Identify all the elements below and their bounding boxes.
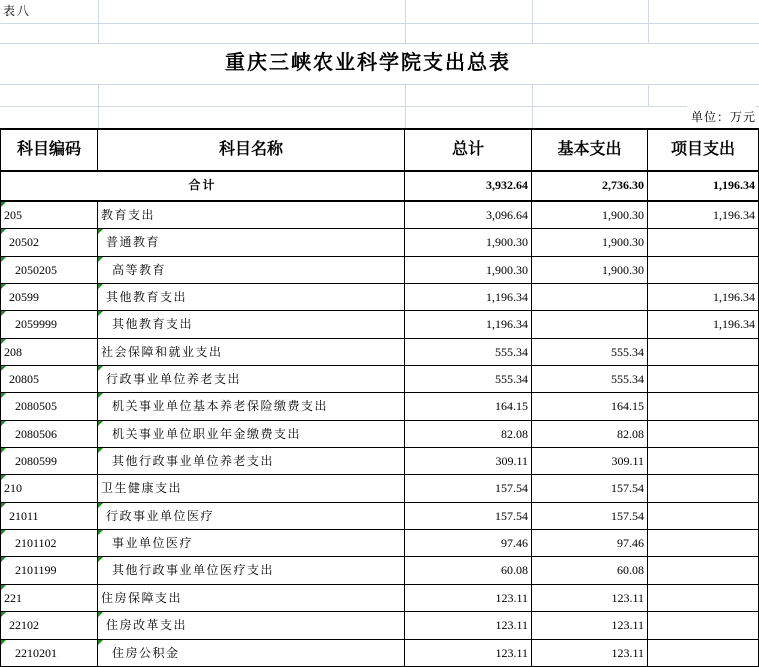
project-cell[interactable]: 1,196.34 bbox=[648, 284, 759, 311]
code-cell[interactable] bbox=[1, 530, 98, 557]
basic-cell[interactable]: 309.11 bbox=[532, 448, 648, 475]
cell-error-indicator-icon bbox=[98, 557, 103, 562]
cell-error-indicator-icon bbox=[1, 585, 6, 590]
gridline bbox=[0, 84, 759, 85]
header-project-expense[interactable]: 项目支出 bbox=[648, 130, 759, 172]
cell-error-indicator-icon bbox=[1, 640, 6, 645]
basic-cell[interactable]: 97.46 bbox=[532, 530, 648, 557]
header-grand-total[interactable]: 总计 bbox=[405, 130, 532, 172]
table-row bbox=[1, 257, 759, 284]
code-cell[interactable] bbox=[1, 475, 98, 502]
name-text: 教育支出 bbox=[101, 208, 156, 222]
cell-error-indicator-icon bbox=[98, 366, 103, 371]
table-row bbox=[1, 311, 759, 338]
total-cell[interactable]: 555.34 bbox=[405, 366, 532, 393]
code-cell[interactable] bbox=[1, 585, 98, 612]
basic-cell[interactable]: 164.15 bbox=[532, 393, 648, 420]
total-cell[interactable]: 1,900.30 bbox=[405, 257, 532, 284]
code-text: 20599 bbox=[9, 290, 39, 305]
header-basic-expense[interactable]: 基本支出 bbox=[532, 130, 648, 172]
total-cell[interactable]: 555.34 bbox=[405, 339, 532, 366]
name-cell[interactable] bbox=[98, 612, 405, 639]
grand-total-row bbox=[1, 172, 759, 202]
project-cell[interactable] bbox=[648, 585, 759, 612]
cell-error-indicator-icon bbox=[1, 475, 6, 480]
code-text: 20502 bbox=[9, 235, 39, 250]
table-row bbox=[1, 421, 759, 448]
project-cell[interactable] bbox=[648, 229, 759, 256]
basic-cell[interactable]: 1,900.30 bbox=[532, 229, 648, 256]
gridline bbox=[405, 84, 406, 128]
cell-error-indicator-icon bbox=[1, 257, 6, 262]
basic-cell[interactable]: 123.11 bbox=[532, 612, 648, 639]
total-cell[interactable]: 1,196.34 bbox=[405, 284, 532, 311]
sheet-title[interactable]: 重庆三峡农业科学院支出总表 bbox=[225, 52, 511, 74]
cell-error-indicator-icon bbox=[98, 612, 103, 617]
name-cell[interactable] bbox=[98, 202, 405, 229]
table-row bbox=[1, 640, 759, 667]
expenditure-table bbox=[0, 128, 759, 667]
code-text: 2101102 bbox=[15, 536, 57, 551]
gridline bbox=[98, 0, 99, 43]
name-cell[interactable] bbox=[98, 229, 405, 256]
table-row bbox=[1, 393, 759, 420]
basic-cell[interactable] bbox=[532, 284, 648, 311]
gridline bbox=[98, 84, 99, 128]
cell-error-indicator-icon bbox=[1, 530, 6, 535]
name-cell[interactable] bbox=[98, 503, 405, 530]
table-row bbox=[1, 503, 759, 530]
total-cell[interactable]: 3,096.64 bbox=[405, 202, 532, 229]
gridline bbox=[648, 0, 649, 43]
project-cell[interactable] bbox=[648, 339, 759, 366]
code-text: 21011 bbox=[9, 508, 39, 523]
total-cell[interactable]: 157.54 bbox=[405, 503, 532, 530]
cell-error-indicator-icon bbox=[1, 202, 6, 207]
code-cell[interactable] bbox=[1, 557, 98, 584]
code-text: 22102 bbox=[9, 618, 39, 633]
total-cell[interactable]: 97.46 bbox=[405, 530, 532, 557]
code-cell[interactable] bbox=[1, 284, 98, 311]
cell-error-indicator-icon bbox=[98, 530, 103, 535]
table-row bbox=[1, 585, 759, 612]
code-cell[interactable] bbox=[1, 311, 98, 338]
gridline bbox=[532, 0, 533, 43]
gridline bbox=[0, 23, 759, 24]
name-cell[interactable] bbox=[98, 257, 405, 284]
code-text: 2210201 bbox=[15, 645, 57, 660]
basic-cell[interactable]: 555.34 bbox=[532, 366, 648, 393]
code-text: 205 bbox=[4, 208, 22, 222]
cell-error-indicator-icon bbox=[1, 421, 6, 426]
basic-cell[interactable]: 123.11 bbox=[532, 585, 648, 612]
total-cell[interactable]: 164.15 bbox=[405, 393, 532, 420]
name-cell[interactable] bbox=[98, 311, 405, 338]
sheet-number-label[interactable]: 表八 bbox=[3, 4, 32, 18]
cell-error-indicator-icon bbox=[1, 448, 6, 453]
cell-error-indicator-icon bbox=[1, 557, 6, 562]
gridline bbox=[405, 0, 406, 43]
cell-error-indicator-icon bbox=[1, 366, 6, 371]
gridline bbox=[648, 84, 649, 106]
project-cell[interactable] bbox=[648, 393, 759, 420]
name-text: 住房公积金 bbox=[112, 645, 180, 660]
name-cell[interactable] bbox=[98, 393, 405, 420]
project-cell[interactable]: 1,196.34 bbox=[648, 202, 759, 229]
total-label-cell[interactable]: 合计 bbox=[1, 172, 405, 202]
total-cell[interactable]: 309.11 bbox=[405, 448, 532, 475]
cell-error-indicator-icon bbox=[1, 284, 6, 289]
code-text: 208 bbox=[4, 344, 22, 359]
basic-cell[interactable]: 555.34 bbox=[532, 339, 648, 366]
name-text: 机关事业单位职业年金缴费支出 bbox=[112, 426, 302, 441]
table-row bbox=[1, 366, 759, 393]
name-text: 普通教育 bbox=[106, 235, 161, 250]
total-cell[interactable]: 1,900.30 bbox=[405, 229, 532, 256]
table-row bbox=[1, 339, 759, 366]
name-text: 其他教育支出 bbox=[112, 317, 194, 332]
cell-error-indicator-icon bbox=[98, 393, 103, 398]
name-cell[interactable] bbox=[98, 530, 405, 557]
basic-cell[interactable]: 82.08 bbox=[532, 421, 648, 448]
header-subject-name[interactable]: 科目名称 bbox=[98, 130, 405, 172]
cell-error-indicator-icon bbox=[1, 339, 6, 344]
name-text: 其他行政事业单位养老支出 bbox=[112, 454, 275, 469]
table-row bbox=[1, 448, 759, 475]
cell-error-indicator-icon bbox=[98, 229, 103, 234]
table-header-row bbox=[1, 130, 759, 172]
table-row bbox=[1, 557, 759, 584]
code-text: 210 bbox=[4, 481, 22, 496]
code-text: 2080506 bbox=[15, 426, 57, 441]
cell-error-indicator-icon bbox=[1, 229, 6, 234]
table-row bbox=[1, 475, 759, 502]
name-text: 住房保障支出 bbox=[101, 590, 183, 605]
total-cell[interactable]: 123.11 bbox=[405, 612, 532, 639]
project-cell[interactable] bbox=[648, 640, 759, 667]
name-cell[interactable] bbox=[98, 339, 405, 366]
table-row bbox=[1, 229, 759, 256]
name-text: 事业单位医疗 bbox=[112, 536, 194, 551]
code-cell[interactable] bbox=[1, 257, 98, 284]
name-cell[interactable] bbox=[98, 475, 405, 502]
table-row bbox=[1, 284, 759, 311]
project-cell[interactable] bbox=[648, 421, 759, 448]
basic-cell[interactable]: 2,736.30 bbox=[532, 172, 648, 202]
project-cell[interactable] bbox=[648, 448, 759, 475]
name-text: 其他教育支出 bbox=[106, 290, 188, 305]
table-row bbox=[1, 202, 759, 229]
name-cell[interactable] bbox=[98, 284, 405, 311]
project-cell[interactable]: 1,196.34 bbox=[648, 311, 759, 338]
cell-error-indicator-icon bbox=[98, 311, 103, 316]
code-text: 2080599 bbox=[15, 454, 57, 469]
code-cell[interactable] bbox=[1, 339, 98, 366]
name-cell[interactable] bbox=[98, 421, 405, 448]
code-cell[interactable] bbox=[1, 503, 98, 530]
total-cell[interactable]: 82.08 bbox=[405, 421, 532, 448]
total-cell[interactable]: 157.54 bbox=[405, 475, 532, 502]
code-text: 20805 bbox=[9, 372, 39, 387]
code-cell[interactable] bbox=[1, 229, 98, 256]
total-cell[interactable]: 60.08 bbox=[405, 557, 532, 584]
cell-error-indicator-icon bbox=[98, 503, 103, 508]
basic-cell[interactable]: 1,900.30 bbox=[532, 257, 648, 284]
name-cell[interactable] bbox=[98, 448, 405, 475]
code-text: 2101199 bbox=[15, 563, 57, 578]
name-cell[interactable] bbox=[98, 557, 405, 584]
project-cell[interactable] bbox=[648, 612, 759, 639]
code-text: 221 bbox=[4, 590, 22, 605]
basic-cell[interactable]: 60.08 bbox=[532, 557, 648, 584]
code-cell[interactable] bbox=[1, 421, 98, 448]
project-cell[interactable]: 1,196.34 bbox=[648, 172, 759, 202]
gridline bbox=[532, 84, 533, 128]
header-subject-code[interactable]: 科目编码 bbox=[1, 130, 98, 172]
cell-error-indicator-icon bbox=[98, 448, 103, 453]
cell-error-indicator-icon bbox=[1, 503, 6, 508]
name-text: 高等教育 bbox=[112, 262, 167, 277]
basic-cell[interactable]: 1,900.30 bbox=[532, 202, 648, 229]
code-cell[interactable] bbox=[1, 202, 98, 229]
project-cell[interactable] bbox=[648, 503, 759, 530]
name-text: 社会保障和就业支出 bbox=[101, 344, 223, 359]
project-cell[interactable] bbox=[648, 557, 759, 584]
cell-error-indicator-icon bbox=[1, 311, 6, 316]
basic-cell[interactable]: 157.54 bbox=[532, 475, 648, 502]
name-text: 行政事业单位医疗 bbox=[106, 508, 215, 523]
name-text: 卫生健康支出 bbox=[101, 481, 183, 496]
code-text: 2050205 bbox=[15, 262, 57, 277]
total-cell[interactable]: 123.11 bbox=[405, 640, 532, 667]
total-cell[interactable]: 3,932.64 bbox=[405, 172, 532, 202]
project-cell[interactable] bbox=[648, 257, 759, 284]
basic-cell[interactable]: 123.11 bbox=[532, 640, 648, 667]
cell-error-indicator-icon bbox=[1, 612, 6, 617]
total-cell[interactable]: 123.11 bbox=[405, 585, 532, 612]
cell-error-indicator-icon bbox=[1, 393, 6, 398]
project-cell[interactable] bbox=[648, 366, 759, 393]
code-cell[interactable] bbox=[1, 393, 98, 420]
cell-error-indicator-icon bbox=[98, 640, 103, 645]
unit-note[interactable]: 单位：万元 bbox=[687, 106, 756, 128]
basic-cell[interactable]: 157.54 bbox=[532, 503, 648, 530]
code-cell[interactable] bbox=[1, 366, 98, 393]
total-cell[interactable]: 1,196.34 bbox=[405, 311, 532, 338]
name-cell[interactable] bbox=[98, 640, 405, 667]
name-text: 行政事业单位养老支出 bbox=[106, 372, 242, 387]
table-row bbox=[1, 612, 759, 639]
basic-cell[interactable] bbox=[532, 311, 648, 338]
project-cell[interactable] bbox=[648, 475, 759, 502]
name-cell[interactable] bbox=[98, 366, 405, 393]
code-cell[interactable] bbox=[1, 612, 98, 639]
cell-error-indicator-icon bbox=[98, 257, 103, 262]
code-cell[interactable] bbox=[1, 640, 98, 667]
table-row bbox=[1, 530, 759, 557]
cell-error-indicator-icon bbox=[98, 421, 103, 426]
cell-error-indicator-icon bbox=[98, 284, 103, 289]
name-cell[interactable] bbox=[98, 585, 405, 612]
name-text: 住房改革支出 bbox=[106, 618, 188, 633]
gridline bbox=[0, 106, 759, 107]
name-text: 其他行政事业单位医疗支出 bbox=[112, 563, 275, 578]
project-cell[interactable] bbox=[648, 530, 759, 557]
code-text: 2059999 bbox=[15, 317, 57, 332]
code-text: 2080505 bbox=[15, 399, 57, 414]
name-text: 机关事业单位基本养老保险缴费支出 bbox=[112, 399, 329, 414]
code-cell[interactable] bbox=[1, 448, 98, 475]
